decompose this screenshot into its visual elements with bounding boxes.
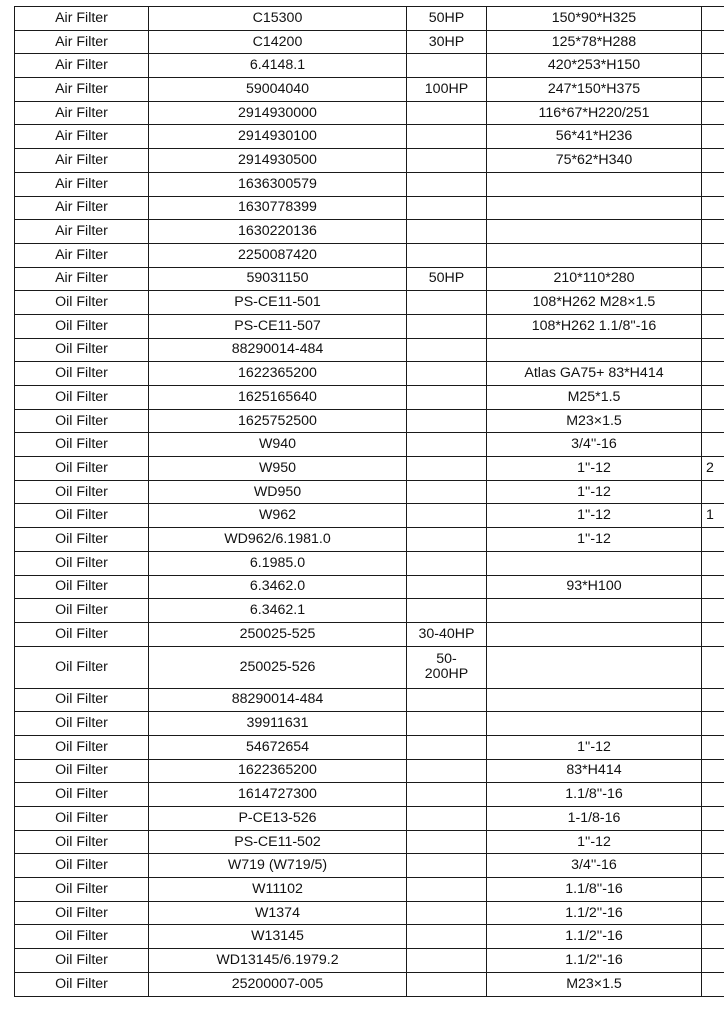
- table-row: [15, 735, 724, 759]
- table-row: [15, 196, 724, 220]
- dimensions-cell: 108*H262 M28×1.5: [487, 291, 702, 315]
- table-row: [15, 949, 724, 973]
- extra-cell: 2: [702, 457, 724, 481]
- table-row: [15, 575, 724, 599]
- extra-cell: [702, 599, 724, 623]
- extra-cell: [702, 7, 724, 31]
- filter-type-cell: Oil Filter: [15, 972, 149, 996]
- filter-type-cell: Air Filter: [15, 149, 149, 173]
- power-rating-cell: [407, 878, 487, 902]
- table-row: [15, 243, 724, 267]
- dimensions-cell: 125*78*H288: [487, 30, 702, 54]
- part-number-cell: 2914930000: [149, 101, 407, 125]
- extra-cell: 1: [702, 504, 724, 528]
- extra-cell: [702, 243, 724, 267]
- extra-cell: [702, 149, 724, 173]
- extra-cell: [702, 409, 724, 433]
- table-row: [15, 878, 724, 902]
- part-number-cell: 2250087420: [149, 243, 407, 267]
- table-row: [15, 783, 724, 807]
- extra-cell: [702, 196, 724, 220]
- table-row: [15, 291, 724, 315]
- table-row: [15, 688, 724, 712]
- table-row: [15, 172, 724, 196]
- power-rating-cell: [407, 901, 487, 925]
- filter-type-cell: Oil Filter: [15, 712, 149, 736]
- dimensions-cell: 3/4''-16: [487, 854, 702, 878]
- part-number-cell: W11102: [149, 878, 407, 902]
- filter-type-cell: Oil Filter: [15, 622, 149, 646]
- table-row: [15, 712, 724, 736]
- power-rating-cell: [407, 712, 487, 736]
- power-rating-cell: [407, 54, 487, 78]
- table-row: [15, 433, 724, 457]
- filter-type-cell: Oil Filter: [15, 314, 149, 338]
- part-number-cell: 1625165640: [149, 386, 407, 410]
- dimensions-cell: [487, 712, 702, 736]
- extra-cell: [702, 901, 724, 925]
- filter-type-cell: Oil Filter: [15, 433, 149, 457]
- filter-type-cell: Oil Filter: [15, 291, 149, 315]
- part-number-cell: 39911631: [149, 712, 407, 736]
- dimensions-cell: 1''-12: [487, 457, 702, 481]
- table-row: [15, 220, 724, 244]
- filter-type-cell: Oil Filter: [15, 759, 149, 783]
- power-rating-cell: [407, 854, 487, 878]
- table-row: [15, 480, 724, 504]
- filter-type-cell: Oil Filter: [15, 688, 149, 712]
- dimensions-cell: [487, 243, 702, 267]
- part-number-cell: P-CE13-526: [149, 807, 407, 831]
- power-rating-cell: 100HP: [407, 78, 487, 102]
- filter-type-cell: Oil Filter: [15, 830, 149, 854]
- table-row: [15, 807, 724, 831]
- dimensions-cell: M25*1.5: [487, 386, 702, 410]
- part-number-cell: 1630220136: [149, 220, 407, 244]
- extra-cell: [702, 433, 724, 457]
- dimensions-cell: 56*41*H236: [487, 125, 702, 149]
- power-rating-cell: [407, 599, 487, 623]
- dimensions-cell: M23×1.5: [487, 409, 702, 433]
- extra-cell: [702, 949, 724, 973]
- filter-type-cell: Air Filter: [15, 220, 149, 244]
- power-rating-cell: [407, 735, 487, 759]
- extra-cell: [702, 925, 724, 949]
- dimensions-cell: 150*90*H325: [487, 7, 702, 31]
- dimensions-cell: [487, 599, 702, 623]
- table-row: [15, 622, 724, 646]
- filter-type-cell: Oil Filter: [15, 901, 149, 925]
- dimensions-cell: 247*150*H375: [487, 78, 702, 102]
- dimensions-cell: 1.1/2''-16: [487, 925, 702, 949]
- power-rating-cell: [407, 480, 487, 504]
- table-row: [15, 7, 724, 31]
- filter-type-cell: Oil Filter: [15, 409, 149, 433]
- dimensions-cell: M23×1.5: [487, 972, 702, 996]
- dimensions-cell: 1''-12: [487, 735, 702, 759]
- filter-type-cell: Oil Filter: [15, 925, 149, 949]
- filter-type-cell: Air Filter: [15, 243, 149, 267]
- part-number-cell: 88290014-484: [149, 688, 407, 712]
- dimensions-cell: 93*H100: [487, 575, 702, 599]
- part-number-cell: W13145: [149, 925, 407, 949]
- table-row: [15, 54, 724, 78]
- extra-cell: [702, 291, 724, 315]
- part-number-cell: W962: [149, 504, 407, 528]
- filter-type-cell: Oil Filter: [15, 504, 149, 528]
- power-rating-cell: [407, 362, 487, 386]
- table-row: [15, 314, 724, 338]
- extra-cell: [702, 575, 724, 599]
- part-number-cell: 1622365200: [149, 362, 407, 386]
- filter-type-cell: Oil Filter: [15, 854, 149, 878]
- filter-type-cell: Oil Filter: [15, 599, 149, 623]
- power-rating-cell: [407, 457, 487, 481]
- power-rating-cell: [407, 149, 487, 173]
- extra-cell: [702, 172, 724, 196]
- part-number-cell: 250025-525: [149, 622, 407, 646]
- power-rating-cell: [407, 314, 487, 338]
- dimensions-cell: Atlas GA75+ 83*H414: [487, 362, 702, 386]
- table-row: [15, 599, 724, 623]
- extra-cell: [702, 712, 724, 736]
- part-number-cell: 6.4148.1: [149, 54, 407, 78]
- table-body: [15, 7, 724, 997]
- table-row: [15, 78, 724, 102]
- extra-cell: [702, 807, 724, 831]
- dimensions-cell: [487, 172, 702, 196]
- filter-type-cell: Air Filter: [15, 267, 149, 291]
- extra-cell: [702, 78, 724, 102]
- filter-type-cell: Oil Filter: [15, 735, 149, 759]
- power-rating-cell: 30HP: [407, 30, 487, 54]
- dimensions-cell: 1-1/8-16: [487, 807, 702, 831]
- filter-type-cell: Oil Filter: [15, 783, 149, 807]
- table-row: [15, 759, 724, 783]
- filter-type-cell: Air Filter: [15, 125, 149, 149]
- extra-cell: [702, 551, 724, 575]
- power-rating-cell: [407, 409, 487, 433]
- power-rating-cell: [407, 243, 487, 267]
- dimensions-cell: [487, 646, 702, 688]
- power-rating-cell: [407, 386, 487, 410]
- power-rating-cell: [407, 575, 487, 599]
- table-row: [15, 972, 724, 996]
- part-number-cell: 2914930100: [149, 125, 407, 149]
- part-number-cell: C15300: [149, 7, 407, 31]
- power-rating-cell: [407, 196, 487, 220]
- dimensions-cell: [487, 220, 702, 244]
- dimensions-cell: 1''-12: [487, 830, 702, 854]
- dimensions-cell: 420*253*H150: [487, 54, 702, 78]
- extra-cell: [702, 972, 724, 996]
- extra-cell: [702, 878, 724, 902]
- table-row: [15, 925, 724, 949]
- part-number-cell: 59031150: [149, 267, 407, 291]
- table-row: [15, 854, 724, 878]
- power-rating-cell: [407, 759, 487, 783]
- table-row: [15, 409, 724, 433]
- power-rating-cell: [407, 220, 487, 244]
- part-number-cell: 250025-526: [149, 646, 407, 688]
- dimensions-cell: 1.1/2''-16: [487, 949, 702, 973]
- power-rating-cell: [407, 101, 487, 125]
- power-rating-cell: [407, 807, 487, 831]
- filter-type-cell: Air Filter: [15, 196, 149, 220]
- table-row: [15, 386, 724, 410]
- power-rating-cell: [407, 925, 487, 949]
- filter-type-cell: Oil Filter: [15, 457, 149, 481]
- dimensions-cell: 210*110*280: [487, 267, 702, 291]
- part-number-cell: C14200: [149, 30, 407, 54]
- table-row: [15, 457, 724, 481]
- table-row: [15, 267, 724, 291]
- table-row: [15, 101, 724, 125]
- dimensions-cell: 75*62*H340: [487, 149, 702, 173]
- extra-cell: [702, 688, 724, 712]
- part-number-cell: 1614727300: [149, 783, 407, 807]
- table-row: [15, 901, 724, 925]
- table-row: [15, 30, 724, 54]
- power-rating-cell: 30-40HP: [407, 622, 487, 646]
- table-row: [15, 125, 724, 149]
- dimensions-cell: 1.1/8''-16: [487, 783, 702, 807]
- dimensions-cell: 83*H414: [487, 759, 702, 783]
- dimensions-cell: 1.1/8''-16: [487, 878, 702, 902]
- part-number-cell: 59004040: [149, 78, 407, 102]
- dimensions-cell: 3/4''-16: [487, 433, 702, 457]
- power-rating-cell: [407, 528, 487, 552]
- filter-type-cell: Oil Filter: [15, 386, 149, 410]
- dimensions-cell: 1''-12: [487, 528, 702, 552]
- extra-cell: [702, 314, 724, 338]
- part-number-cell: PS-CE11-501: [149, 291, 407, 315]
- filter-type-cell: Air Filter: [15, 78, 149, 102]
- power-rating-cell: [407, 972, 487, 996]
- part-number-cell: PS-CE11-507: [149, 314, 407, 338]
- part-number-cell: 1630778399: [149, 196, 407, 220]
- power-rating-cell: [407, 688, 487, 712]
- dimensions-cell: 1''-12: [487, 504, 702, 528]
- filter-type-cell: Air Filter: [15, 101, 149, 125]
- table-row: [15, 362, 724, 386]
- table-row: [15, 504, 724, 528]
- part-number-cell: W719 (W719/5): [149, 854, 407, 878]
- filter-type-cell: Air Filter: [15, 172, 149, 196]
- power-rating-cell: [407, 125, 487, 149]
- extra-cell: [702, 480, 724, 504]
- part-number-cell: 54672654: [149, 735, 407, 759]
- extra-cell: [702, 528, 724, 552]
- table-row: [15, 830, 724, 854]
- filter-type-cell: Oil Filter: [15, 528, 149, 552]
- part-number-cell: W1374: [149, 901, 407, 925]
- power-rating-cell: [407, 783, 487, 807]
- part-number-cell: 6.3462.0: [149, 575, 407, 599]
- table-row: [15, 338, 724, 362]
- power-rating-cell: 50HP: [407, 267, 487, 291]
- extra-cell: [702, 267, 724, 291]
- part-number-cell: W950: [149, 457, 407, 481]
- extra-cell: [702, 854, 724, 878]
- dimensions-cell: [487, 338, 702, 362]
- power-rating-cell: [407, 338, 487, 362]
- filter-type-cell: Oil Filter: [15, 480, 149, 504]
- dimensions-cell: 1.1/2''-16: [487, 901, 702, 925]
- part-number-cell: 1622365200: [149, 759, 407, 783]
- part-number-cell: PS-CE11-502: [149, 830, 407, 854]
- dimensions-cell: 1''-12: [487, 480, 702, 504]
- filter-type-cell: Oil Filter: [15, 807, 149, 831]
- dimensions-cell: [487, 622, 702, 646]
- extra-cell: [702, 54, 724, 78]
- part-number-cell: 1625752500: [149, 409, 407, 433]
- part-number-cell: WD13145/6.1979.2: [149, 949, 407, 973]
- extra-cell: [702, 622, 724, 646]
- filter-type-cell: Air Filter: [15, 7, 149, 31]
- power-rating-cell: [407, 830, 487, 854]
- power-rating-cell: [407, 291, 487, 315]
- extra-cell: [702, 362, 724, 386]
- table-row: [15, 646, 724, 688]
- part-number-cell: 25200007-005: [149, 972, 407, 996]
- extra-cell: [702, 759, 724, 783]
- table-row: [15, 149, 724, 173]
- extra-cell: [702, 125, 724, 149]
- filter-type-cell: Oil Filter: [15, 575, 149, 599]
- extra-cell: [702, 783, 724, 807]
- power-rating-cell: 50- 200HP: [407, 646, 487, 688]
- filter-type-cell: Oil Filter: [15, 551, 149, 575]
- part-number-cell: WD950: [149, 480, 407, 504]
- filter-type-cell: Air Filter: [15, 54, 149, 78]
- extra-cell: [702, 338, 724, 362]
- dimensions-cell: 116*67*H220/251: [487, 101, 702, 125]
- part-number-cell: 6.3462.1: [149, 599, 407, 623]
- table-row: [15, 528, 724, 552]
- part-number-cell: 1636300579: [149, 172, 407, 196]
- power-rating-cell: [407, 433, 487, 457]
- filter-spec-table: [14, 6, 724, 997]
- part-number-cell: WD962/6.1981.0: [149, 528, 407, 552]
- dimensions-cell: 108*H262 1.1/8''-16: [487, 314, 702, 338]
- part-number-cell: 88290014-484: [149, 338, 407, 362]
- extra-cell: [702, 30, 724, 54]
- extra-cell: [702, 386, 724, 410]
- filter-type-cell: Oil Filter: [15, 338, 149, 362]
- dimensions-cell: [487, 688, 702, 712]
- power-rating-cell: [407, 504, 487, 528]
- filter-type-cell: Oil Filter: [15, 646, 149, 688]
- filter-type-cell: Air Filter: [15, 30, 149, 54]
- extra-cell: [702, 220, 724, 244]
- power-rating-cell: [407, 949, 487, 973]
- part-number-cell: 6.1985.0: [149, 551, 407, 575]
- power-rating-cell: [407, 551, 487, 575]
- dimensions-cell: [487, 196, 702, 220]
- filter-type-cell: Oil Filter: [15, 949, 149, 973]
- dimensions-cell: [487, 551, 702, 575]
- filter-type-cell: Oil Filter: [15, 362, 149, 386]
- power-rating-cell: [407, 172, 487, 196]
- table-row: [15, 551, 724, 575]
- part-number-cell: 2914930500: [149, 149, 407, 173]
- extra-cell: [702, 735, 724, 759]
- extra-cell: [702, 830, 724, 854]
- extra-cell: [702, 646, 724, 688]
- part-number-cell: W940: [149, 433, 407, 457]
- power-rating-cell: 50HP: [407, 7, 487, 31]
- extra-cell: [702, 101, 724, 125]
- filter-type-cell: Oil Filter: [15, 878, 149, 902]
